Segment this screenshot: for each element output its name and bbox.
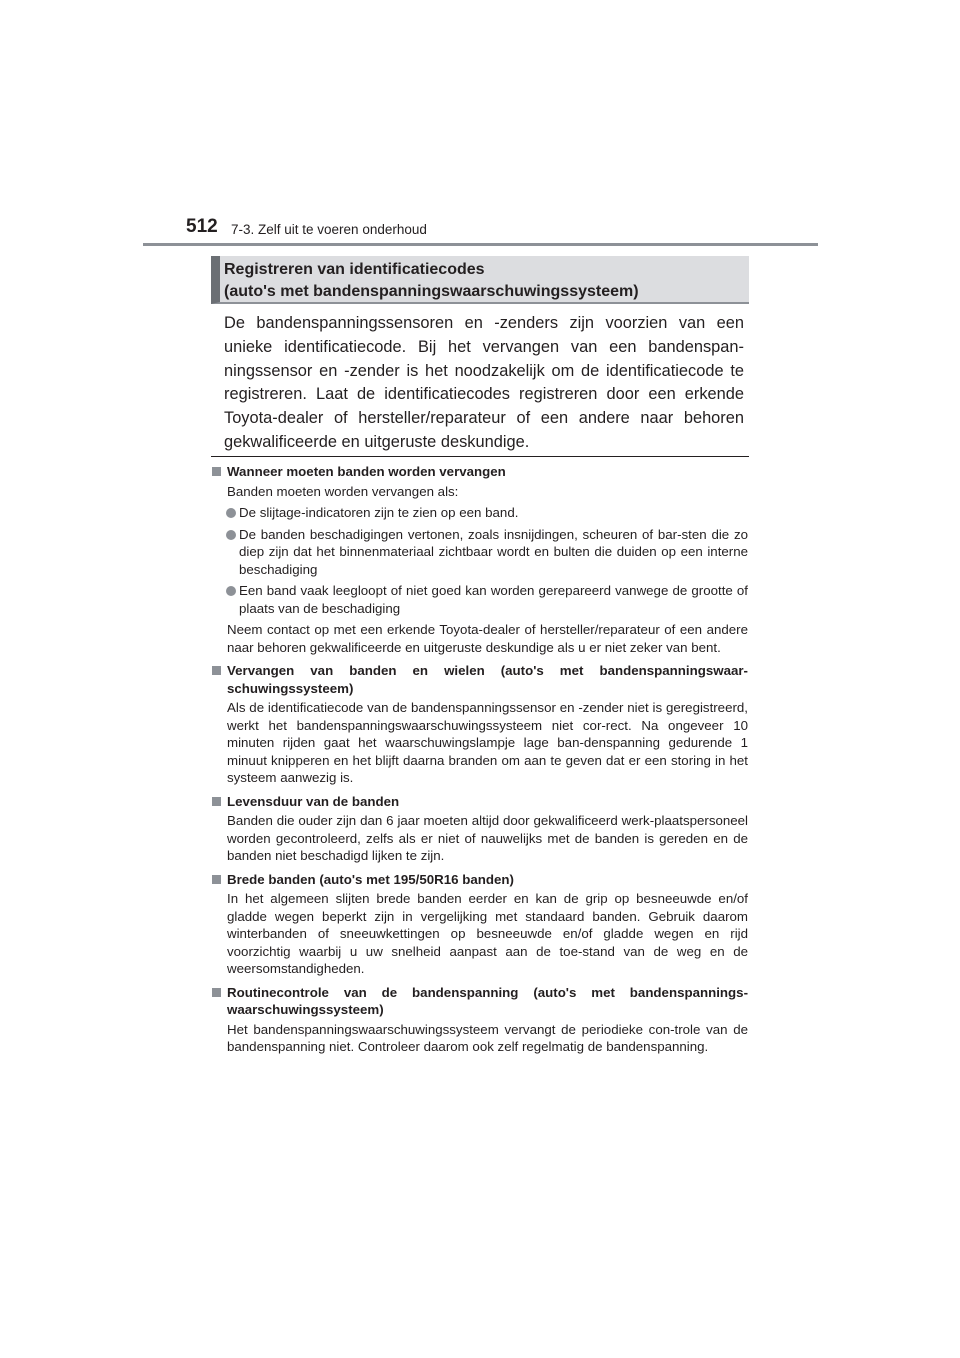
note-title-text: Routinecontrole van de bandenspanning (auto's met bandenspannings-waarschuwingssysteem) — [227, 984, 748, 1017]
note-paragraph: Het bandenspanningswaarschuwingssysteem vervangt de periodieke con-trole van de bandenspanning niet. Controleer daarom ook zelf regelmatig de bandenspanning. — [227, 1021, 748, 1054]
note-paragraph: Banden moeten worden vervangen als: — [227, 483, 459, 499]
note-section-wide-tyres — [211, 871, 748, 978]
round-bullet-icon — [226, 530, 236, 540]
note-section-routine-check — [211, 984, 748, 1056]
section-divider — [211, 456, 749, 457]
note-section-title — [211, 662, 748, 697]
note-title-text: Vervangen van banden en wielen (auto's met bandenspanningswaar-schuwingssysteem) — [227, 663, 748, 696]
box-heading — [211, 256, 749, 304]
square-bullet-icon — [212, 666, 221, 675]
note-section-title — [211, 463, 748, 481]
box-heading-line1: Registreren van identificatiecodes — [224, 261, 485, 278]
square-bullet-icon — [212, 797, 221, 806]
list-item — [211, 526, 748, 579]
note-title-text: Brede banden (auto's met 195/50R16 banden) — [227, 871, 514, 887]
box-body-text: De bandenspanningssensoren en -zenders zijn voorzien van een unieke identificatiecode. Bij het vervangen van een bandenspan-ningssensor en -zender is het noodzakelijk om de identificatiecode te registreren. Laat de identificatiecodes registreren door een erkende Toyota-dealer of hersteller/reparateur of een andere naar behoren gekwalificeerde en uitgeruste deskundige. — [224, 314, 744, 451]
note-paragraph: Neem contact op met een erkende Toyota-dealer of hersteller/reparateur of een andere naar behoren gekwalificeerde en uitgeruste deskundige als u er niet zeker van bent. — [227, 622, 748, 655]
list-item — [211, 504, 748, 522]
header-divider — [143, 243, 818, 246]
list-item-text: De slijtage-indicatoren zijn te zien op een band. — [239, 505, 519, 520]
note-paragraph: Banden die ouder zijn dan 6 jaar moeten altijd door gekwalificeerd werk-plaatspersoneel worden gecontroleerd, zelfs als er niet of nauwelijks met de banden is gereden en de banden niet beschadigd lijken te zijn. — [227, 813, 748, 863]
note-title-text: Levensduur van de banden — [227, 793, 400, 809]
round-bullet-icon — [226, 586, 236, 596]
page-number: 512 — [186, 216, 218, 237]
list-item-text: Een band vaak leegloopt of niet goed kan worden gerepareerd vanwege de grootte of plaats van de beschadiging — [239, 583, 748, 616]
note-title-text: Wanneer moeten banden worden vervangen — [227, 464, 506, 479]
note-section-tyre-lifespan — [211, 793, 748, 865]
round-bullet-icon — [226, 508, 236, 518]
note-section-replace-tyres-wheels — [211, 662, 748, 787]
chapter-title: 7-3. Zelf uit te voeren onderhoud — [231, 222, 427, 237]
square-bullet-icon — [212, 988, 221, 997]
note-paragraph: In het algemeen slijten brede banden eerder en kan de grip op besneeuwde en/of gladde wegen beperkt zijn in vergelijking met standaard banden. Gebruik daarom winterbanden of sneeuwkettingen op besneeuwde en/of gladde wegen en rijd voorzichtig waarbij u uw snelheid aanpast aan de toe-stand van de weg en de weersomstandigheden. — [227, 891, 748, 976]
note-paragraph: Als de identificatiecode van de bandenspanningssensor en -zender niet is geregistreerd, werkt het bandenspanningswaarschuwingssysteem niet cor-rect. Na ongeveer 10 minuten rijden gaat het waarschuwingslampje lage ban-denspanning gedurende 1 minuut knipperen en het blijft daarna branden om aan te geven dat er een storing in het systeem aanwezig is. — [227, 700, 748, 785]
square-bullet-icon — [212, 875, 221, 884]
notes-list — [211, 463, 748, 1056]
note-section-title — [211, 793, 748, 811]
note-section-title — [211, 984, 748, 1019]
list-item-text: De banden beschadigingen vertonen, zoals insnijdingen, scheuren of bar-sten die zo diep zijn dat het binnenmateriaal zichtbaar wordt en bulten die duiden op een interne beschadiging — [239, 526, 748, 577]
list-item — [211, 582, 748, 617]
note-section-title — [211, 871, 748, 889]
square-bullet-icon — [212, 467, 221, 476]
box-heading-line2: (auto's met bandenspanningswaarschuwingssysteem) — [224, 282, 639, 300]
note-section-replace-when — [211, 463, 748, 656]
